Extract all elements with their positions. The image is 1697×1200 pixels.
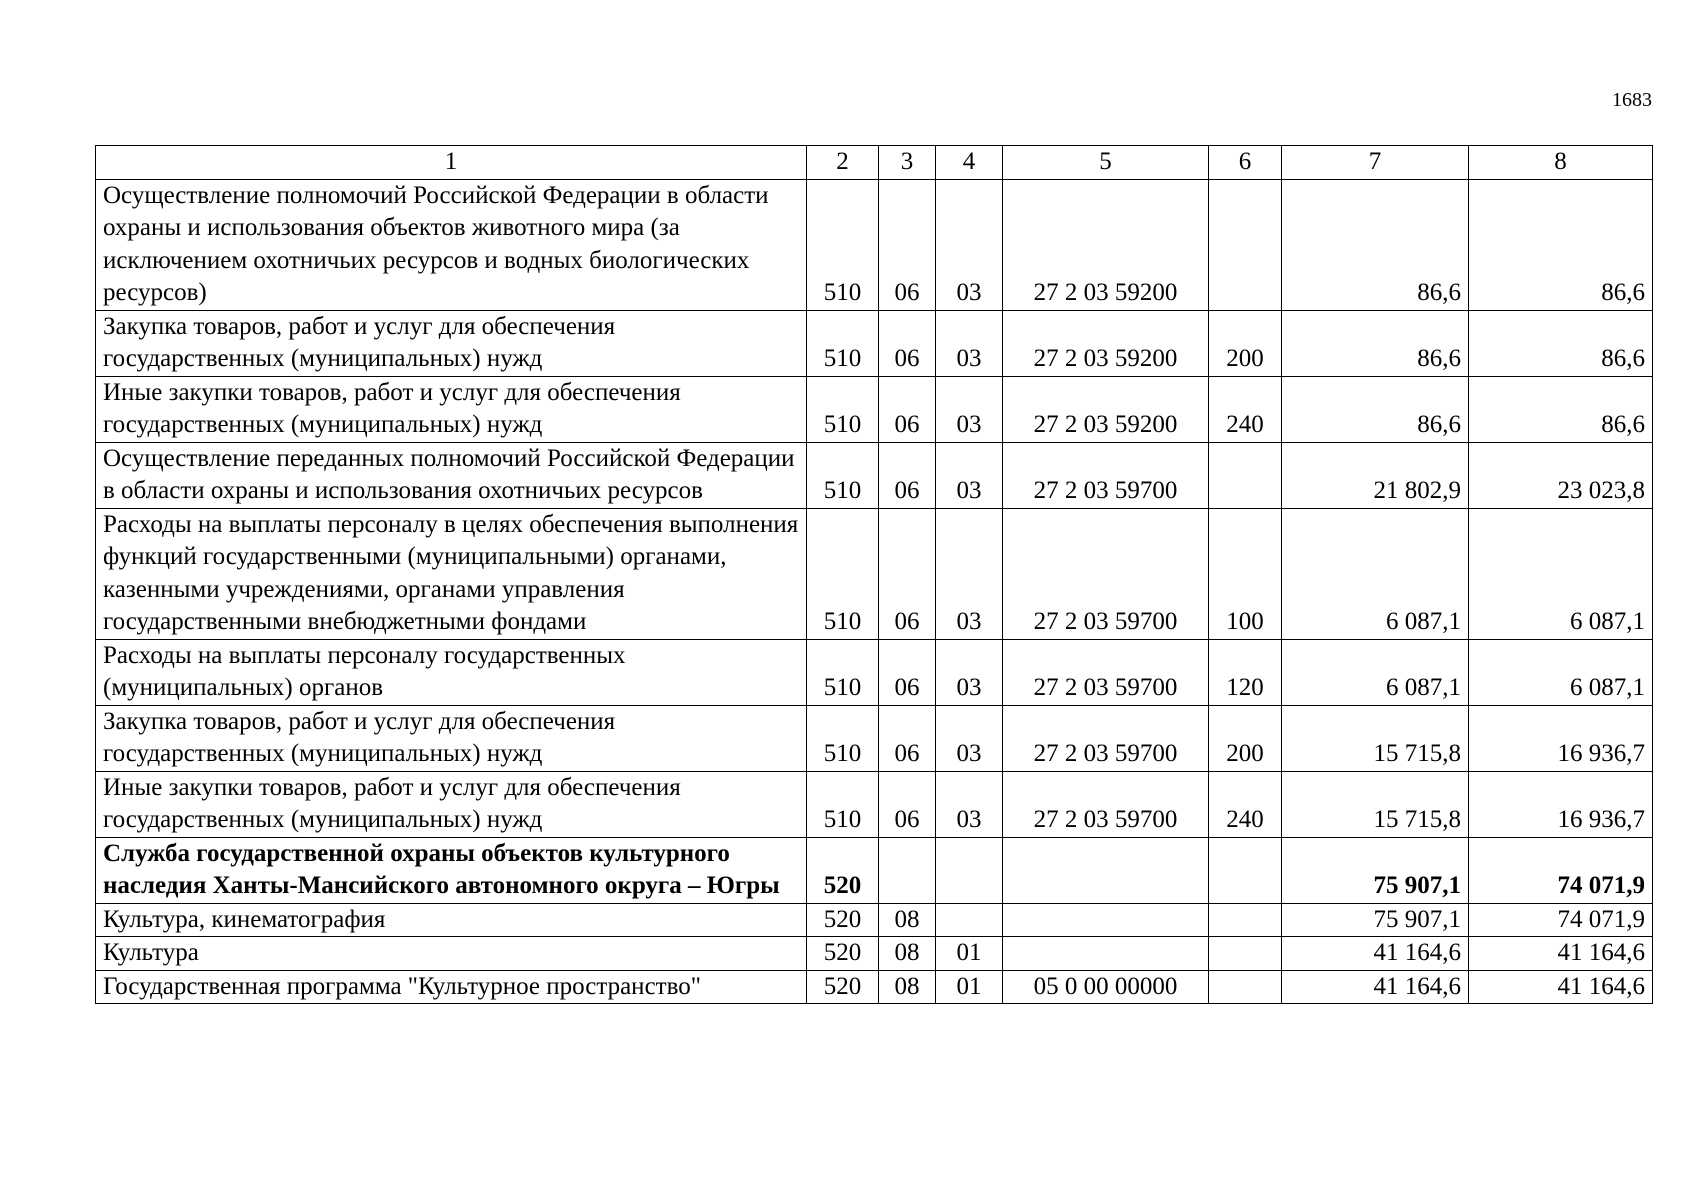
name-cell: Культура, кинематография (96, 903, 807, 937)
target-article-cell: 27 2 03 59200 (1003, 310, 1209, 376)
sum-year-2-cell: 6 087,1 (1469, 639, 1653, 705)
sum-year-1-cell: 86,6 (1282, 179, 1469, 310)
column-header-6: 6 (1209, 146, 1282, 180)
target-article-cell: 27 2 03 59700 (1003, 442, 1209, 508)
section-cell: 08 (879, 970, 936, 1004)
expense-type-cell (1209, 442, 1282, 508)
subsection-cell: 03 (936, 639, 1003, 705)
sum-year-1-cell: 15 715,8 (1282, 771, 1469, 837)
target-article-cell: 27 2 03 59200 (1003, 179, 1209, 310)
sum-year-2-cell: 41 164,6 (1469, 970, 1653, 1004)
sum-year-1-cell: 21 802,9 (1282, 442, 1469, 508)
section-cell: 06 (879, 310, 936, 376)
subsection-cell: 03 (936, 376, 1003, 442)
target-article-cell: 05 0 00 00000 (1003, 970, 1209, 1004)
column-header-4: 4 (936, 146, 1003, 180)
subsection-cell: 03 (936, 442, 1003, 508)
target-article-cell: 27 2 03 59200 (1003, 376, 1209, 442)
sum-year-1-cell: 41 164,6 (1282, 970, 1469, 1004)
table-row (96, 705, 1653, 771)
ved-cell: 510 (807, 179, 879, 310)
column-header-2: 2 (807, 146, 879, 180)
sum-year-1-cell: 15 715,8 (1282, 705, 1469, 771)
section-cell: 08 (879, 903, 936, 937)
expense-type-cell (1209, 179, 1282, 310)
section-cell: 06 (879, 508, 936, 639)
target-article-cell (1003, 903, 1209, 937)
section-cell: 08 (879, 937, 936, 971)
ved-cell: 520 (807, 837, 879, 903)
ved-cell: 520 (807, 970, 879, 1004)
sum-year-2-cell: 16 936,7 (1469, 705, 1653, 771)
target-article-cell (1003, 837, 1209, 903)
table-row (96, 937, 1653, 971)
ved-cell: 510 (807, 639, 879, 705)
column-header-1: 1 (96, 146, 807, 180)
name-cell: Осуществление переданных полномочий Российской Федерации в области охраны и использования охотничьих ресурсов (96, 442, 807, 508)
subsection-cell: 03 (936, 179, 1003, 310)
expense-type-cell: 200 (1209, 310, 1282, 376)
sum-year-2-cell: 41 164,6 (1469, 937, 1653, 971)
section-cell: 06 (879, 639, 936, 705)
ved-cell: 510 (807, 508, 879, 639)
sum-year-1-cell: 6 087,1 (1282, 639, 1469, 705)
page-number: 1683 (1612, 89, 1652, 111)
section-cell: 06 (879, 442, 936, 508)
name-cell: Культура (96, 937, 807, 971)
table-row (96, 442, 1653, 508)
name-cell: Иные закупки товаров, работ и услуг для обеспечения государственных (муниципальных) нужд (96, 771, 807, 837)
sum-year-1-cell: 75 907,1 (1282, 903, 1469, 937)
subsection-cell (936, 903, 1003, 937)
section-cell: 06 (879, 179, 936, 310)
section-cell (879, 837, 936, 903)
ved-cell: 510 (807, 771, 879, 837)
name-cell: Расходы на выплаты персоналу в целях обеспечения выполнения функций государственными (муниципальными) органами, казенными учреждениями, органами управления государственными внебюджетными фондами (96, 508, 807, 639)
expense-type-cell: 240 (1209, 771, 1282, 837)
ved-cell: 510 (807, 376, 879, 442)
name-cell: Служба государственной охраны объектов культурного наследия Ханты-Мансийского автономного округа – Югры (96, 837, 807, 903)
target-article-cell: 27 2 03 59700 (1003, 705, 1209, 771)
expense-type-cell (1209, 837, 1282, 903)
expense-type-cell (1209, 903, 1282, 937)
subsection-cell (936, 837, 1003, 903)
sum-year-1-cell: 6 087,1 (1282, 508, 1469, 639)
expense-type-cell: 200 (1209, 705, 1282, 771)
ved-cell: 520 (807, 937, 879, 971)
target-article-cell (1003, 937, 1209, 971)
section-cell: 06 (879, 705, 936, 771)
sum-year-2-cell: 74 071,9 (1469, 837, 1653, 903)
subsection-cell: 03 (936, 771, 1003, 837)
sum-year-1-cell: 86,6 (1282, 376, 1469, 442)
name-cell: Иные закупки товаров, работ и услуг для обеспечения государственных (муниципальных) нужд (96, 376, 807, 442)
table-row (96, 508, 1653, 639)
table-header-row (96, 146, 1653, 180)
subsection-cell: 03 (936, 508, 1003, 639)
column-header-8: 8 (1469, 146, 1653, 180)
subsection-cell: 01 (936, 937, 1003, 971)
table-row (96, 970, 1653, 1004)
table-row (96, 903, 1653, 937)
ved-cell: 510 (807, 705, 879, 771)
target-article-cell: 27 2 03 59700 (1003, 771, 1209, 837)
ved-cell: 510 (807, 442, 879, 508)
name-cell: Расходы на выплаты персоналу государственных (муниципальных) органов (96, 639, 807, 705)
table-row (96, 376, 1653, 442)
expense-type-cell: 240 (1209, 376, 1282, 442)
sum-year-2-cell: 86,6 (1469, 179, 1653, 310)
column-header-7: 7 (1282, 146, 1469, 180)
target-article-cell: 27 2 03 59700 (1003, 639, 1209, 705)
expense-type-cell: 120 (1209, 639, 1282, 705)
table-row (96, 639, 1653, 705)
target-article-cell: 27 2 03 59700 (1003, 508, 1209, 639)
subsection-cell: 03 (936, 310, 1003, 376)
table-row (96, 837, 1653, 903)
table-row (96, 179, 1653, 310)
column-header-3: 3 (879, 146, 936, 180)
name-cell: Осуществление полномочий Российской Федерации в области охраны и использования объектов животного мира (за исключением охотничьих ресурсов и водных биологических ресурсов) (96, 179, 807, 310)
name-cell: Государственная программа "Культурное пространство" (96, 970, 807, 1004)
table-row (96, 310, 1653, 376)
table-row (96, 771, 1653, 837)
expense-type-cell: 100 (1209, 508, 1282, 639)
name-cell: Закупка товаров, работ и услуг для обеспечения государственных (муниципальных) нужд (96, 705, 807, 771)
name-cell: Закупка товаров, работ и услуг для обеспечения государственных (муниципальных) нужд (96, 310, 807, 376)
ved-cell: 510 (807, 310, 879, 376)
sum-year-2-cell: 6 087,1 (1469, 508, 1653, 639)
sum-year-2-cell: 16 936,7 (1469, 771, 1653, 837)
section-cell: 06 (879, 771, 936, 837)
budget-table (95, 145, 1653, 1004)
sum-year-1-cell: 41 164,6 (1282, 937, 1469, 971)
sum-year-2-cell: 23 023,8 (1469, 442, 1653, 508)
subsection-cell: 03 (936, 705, 1003, 771)
sum-year-2-cell: 74 071,9 (1469, 903, 1653, 937)
ved-cell: 520 (807, 903, 879, 937)
expense-type-cell (1209, 970, 1282, 1004)
subsection-cell: 01 (936, 970, 1003, 1004)
section-cell: 06 (879, 376, 936, 442)
sum-year-2-cell: 86,6 (1469, 310, 1653, 376)
sum-year-1-cell: 86,6 (1282, 310, 1469, 376)
column-header-5: 5 (1003, 146, 1209, 180)
expense-type-cell (1209, 937, 1282, 971)
sum-year-2-cell: 86,6 (1469, 376, 1653, 442)
sum-year-1-cell: 75 907,1 (1282, 837, 1469, 903)
